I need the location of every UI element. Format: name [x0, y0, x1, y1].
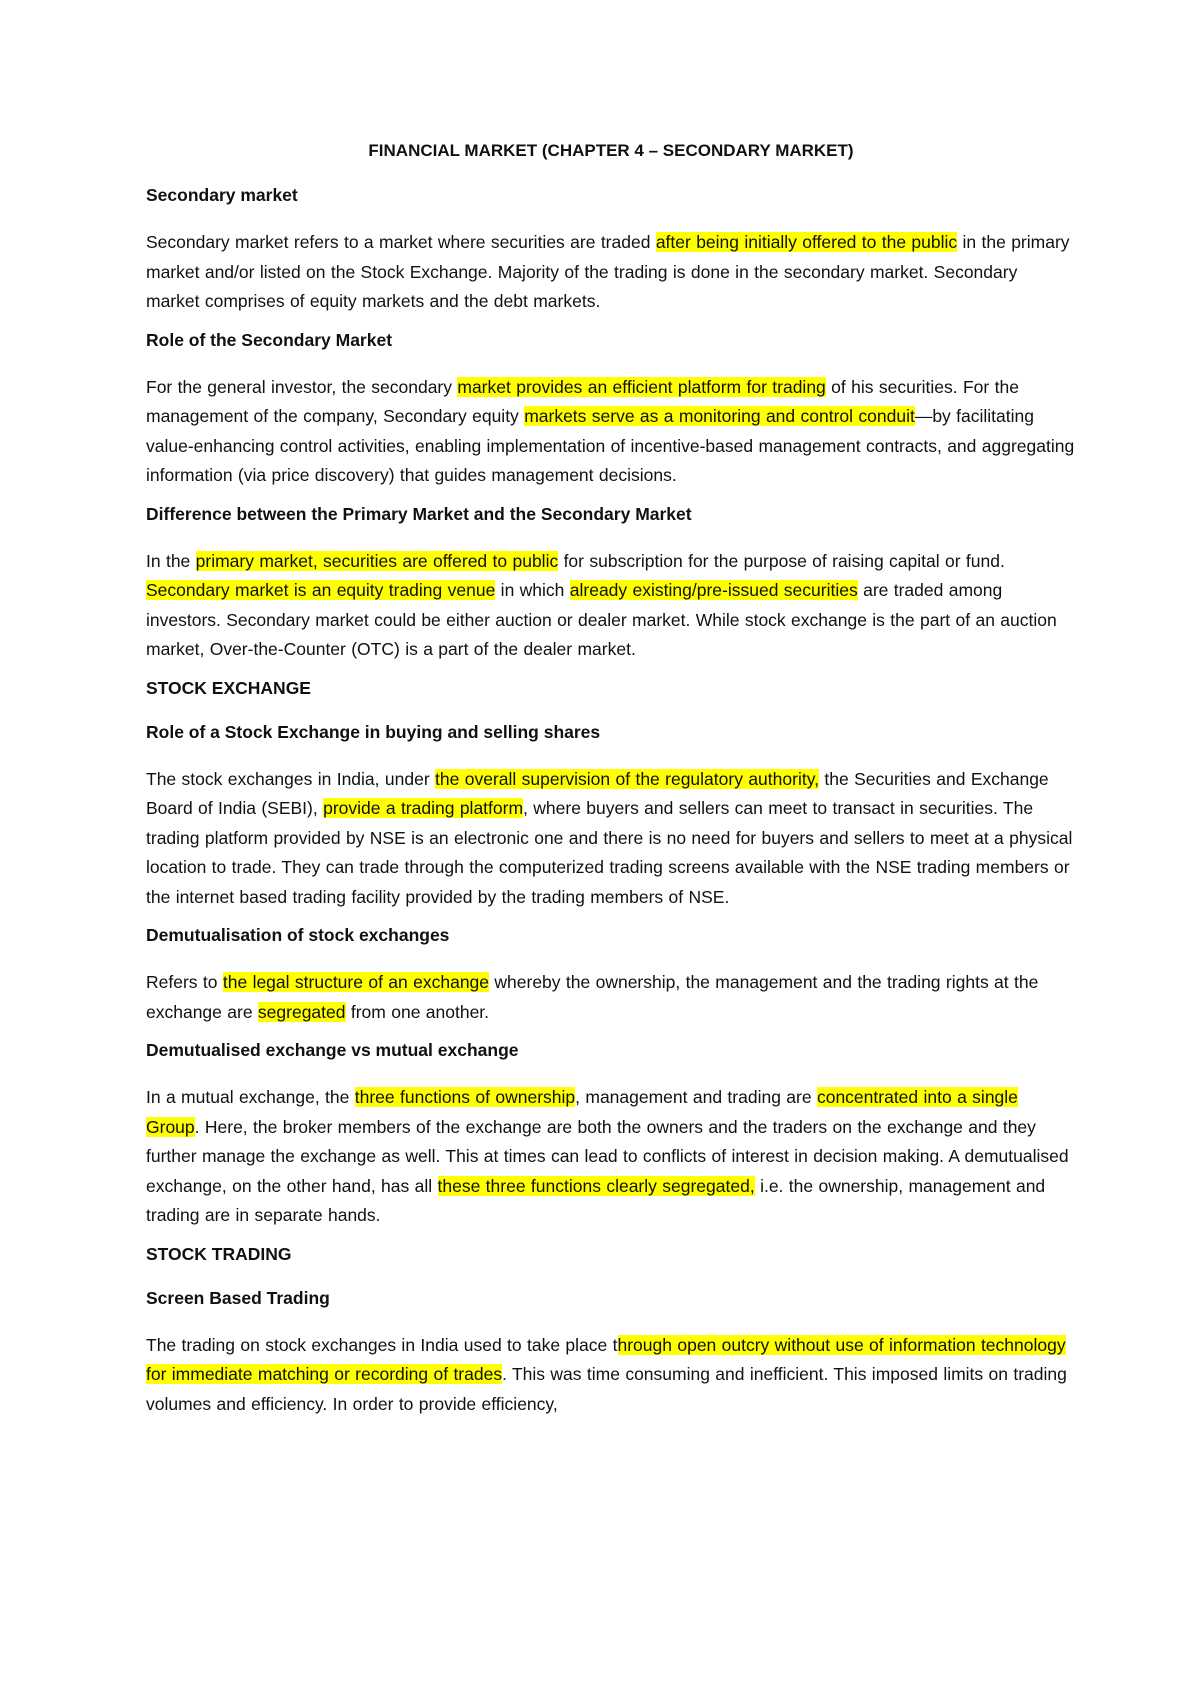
- paragraph: [146, 1083, 1076, 1231]
- document-body: [146, 140, 1076, 1431]
- text-run: of his securities. For the management of the company, Secondary equity: [146, 376, 1019, 426]
- text-run: the Securities and Exchange Board of India (SEBI),: [146, 768, 1049, 818]
- highlighted-text: after being initially offered to the public: [655, 232, 958, 252]
- section-heading: Demutualised exchange vs mutual exchange: [146, 1040, 519, 1060]
- section-heading: Role of the Secondary Market: [146, 329, 393, 350]
- text-run: from one another.: [345, 1001, 490, 1022]
- paragraph: [146, 547, 1076, 665]
- text-run: —by facilitating value-enhancing control activities, enabling implementation of incentive-based management contracts, and aggregating information (via price discovery) that guides management decisions.: [146, 406, 1075, 485]
- text-run: in the primary market and/or listed on the Stock Exchange. Majority of the trading is done in the secondary market. Secondary market comprises of equity markets and the debt markets.: [146, 232, 1070, 311]
- highlighted-text: the overall supervision of the regulatory authority,: [435, 768, 820, 789]
- text-run: The trading on stock exchanges in India used to take place t: [146, 1334, 618, 1355]
- highlighted-text: the legal structure of an exchange: [222, 972, 490, 992]
- section-heading: Role of a Stock Exchange in buying and selling shares: [146, 721, 601, 742]
- highlighted-text: three functions of ownership: [354, 1087, 576, 1107]
- section-heading: Secondary market: [146, 185, 298, 205]
- text-run: . Here, the broker members of the exchange are both the owners and the traders on the exchange and they further manage the exchange as well. This at times can lead to conflicts of interest in decision making. A demutualised exchange, on the other hand, has all: [146, 1116, 1069, 1196]
- document-title: FINANCIAL MARKET (CHAPTER 4 – SECONDARY MARKET): [368, 141, 854, 160]
- text-run: Refers to: [146, 972, 223, 992]
- highlighted-text: market provides an efficient platform for trading: [457, 376, 826, 397]
- highlighted-text: concentrated into a single Group: [146, 1087, 1018, 1137]
- text-run: i.e. the ownership, management and trading are in separate hands.: [146, 1175, 1046, 1225]
- paragraph: [146, 373, 1076, 491]
- text-run: Secondary market refers to a market where securities are traded: [146, 232, 656, 252]
- text-run: are traded among investors. Secondary market could be either auction or dealer market. While stock exchange is the part of an auction market, Over-the-Counter (OTC) is a part of the dealer market.: [146, 580, 1057, 659]
- text-run: In the: [146, 550, 196, 571]
- text-run: In a mutual exchange, the: [146, 1087, 355, 1107]
- text-run: The stock exchanges in India, under: [146, 768, 436, 789]
- paragraph: [146, 1331, 1076, 1420]
- section-heading: Difference between the Primary Market and the Secondary Market: [146, 503, 692, 524]
- section-heading: Screen Based Trading: [146, 1287, 330, 1308]
- section-heading: Demutualisation of stock exchanges: [146, 925, 450, 945]
- paragraph: [146, 968, 1076, 1027]
- paragraph: [146, 228, 1076, 317]
- text-run: , where buyers and sellers can meet to transact in securities. The trading platform provided by NSE is an electronic one and there is no need for buyers and sellers to meet at a physical location to trade. They can trade through the computerized trading screens available with the NSE trading members or the internet based trading facility provided by the trading members of NSE.: [146, 798, 1073, 907]
- highlighted-text: Secondary market is an equity trading venue: [146, 580, 496, 600]
- text-run: For the general investor, the secondary: [146, 376, 458, 397]
- highlighted-text: these three functions clearly segregated,: [437, 1175, 755, 1196]
- text-run: , management and trading are: [575, 1087, 817, 1107]
- highlighted-text: provide a trading platform: [323, 798, 524, 818]
- section-heading: STOCK TRADING: [146, 1243, 292, 1264]
- text-run: . This was time consuming and inefficient. This imposed limits on trading volumes and efficiency. In order to provide efficiency,: [146, 1364, 1067, 1414]
- paragraph: [146, 765, 1076, 913]
- text-run: in which: [495, 580, 570, 600]
- highlighted-text: markets serve as a monitoring and control conduit: [524, 406, 915, 426]
- text-run: whereby the ownership, the management and the trading rights at the exchange are: [146, 972, 1039, 1022]
- highlighted-text: segregated: [257, 1001, 346, 1022]
- highlighted-text: primary market, securities are offered to public: [195, 550, 559, 571]
- document-blocks: [146, 184, 1076, 1419]
- text-run: for subscription for the purpose of raising capital or fund.: [558, 550, 1005, 571]
- highlighted-text: already existing/pre-issued securities: [569, 580, 858, 600]
- highlighted-text: hrough open outcry without use of information technology for immediate matching or recording of trades: [146, 1334, 1066, 1384]
- section-heading: STOCK EXCHANGE: [146, 677, 311, 698]
